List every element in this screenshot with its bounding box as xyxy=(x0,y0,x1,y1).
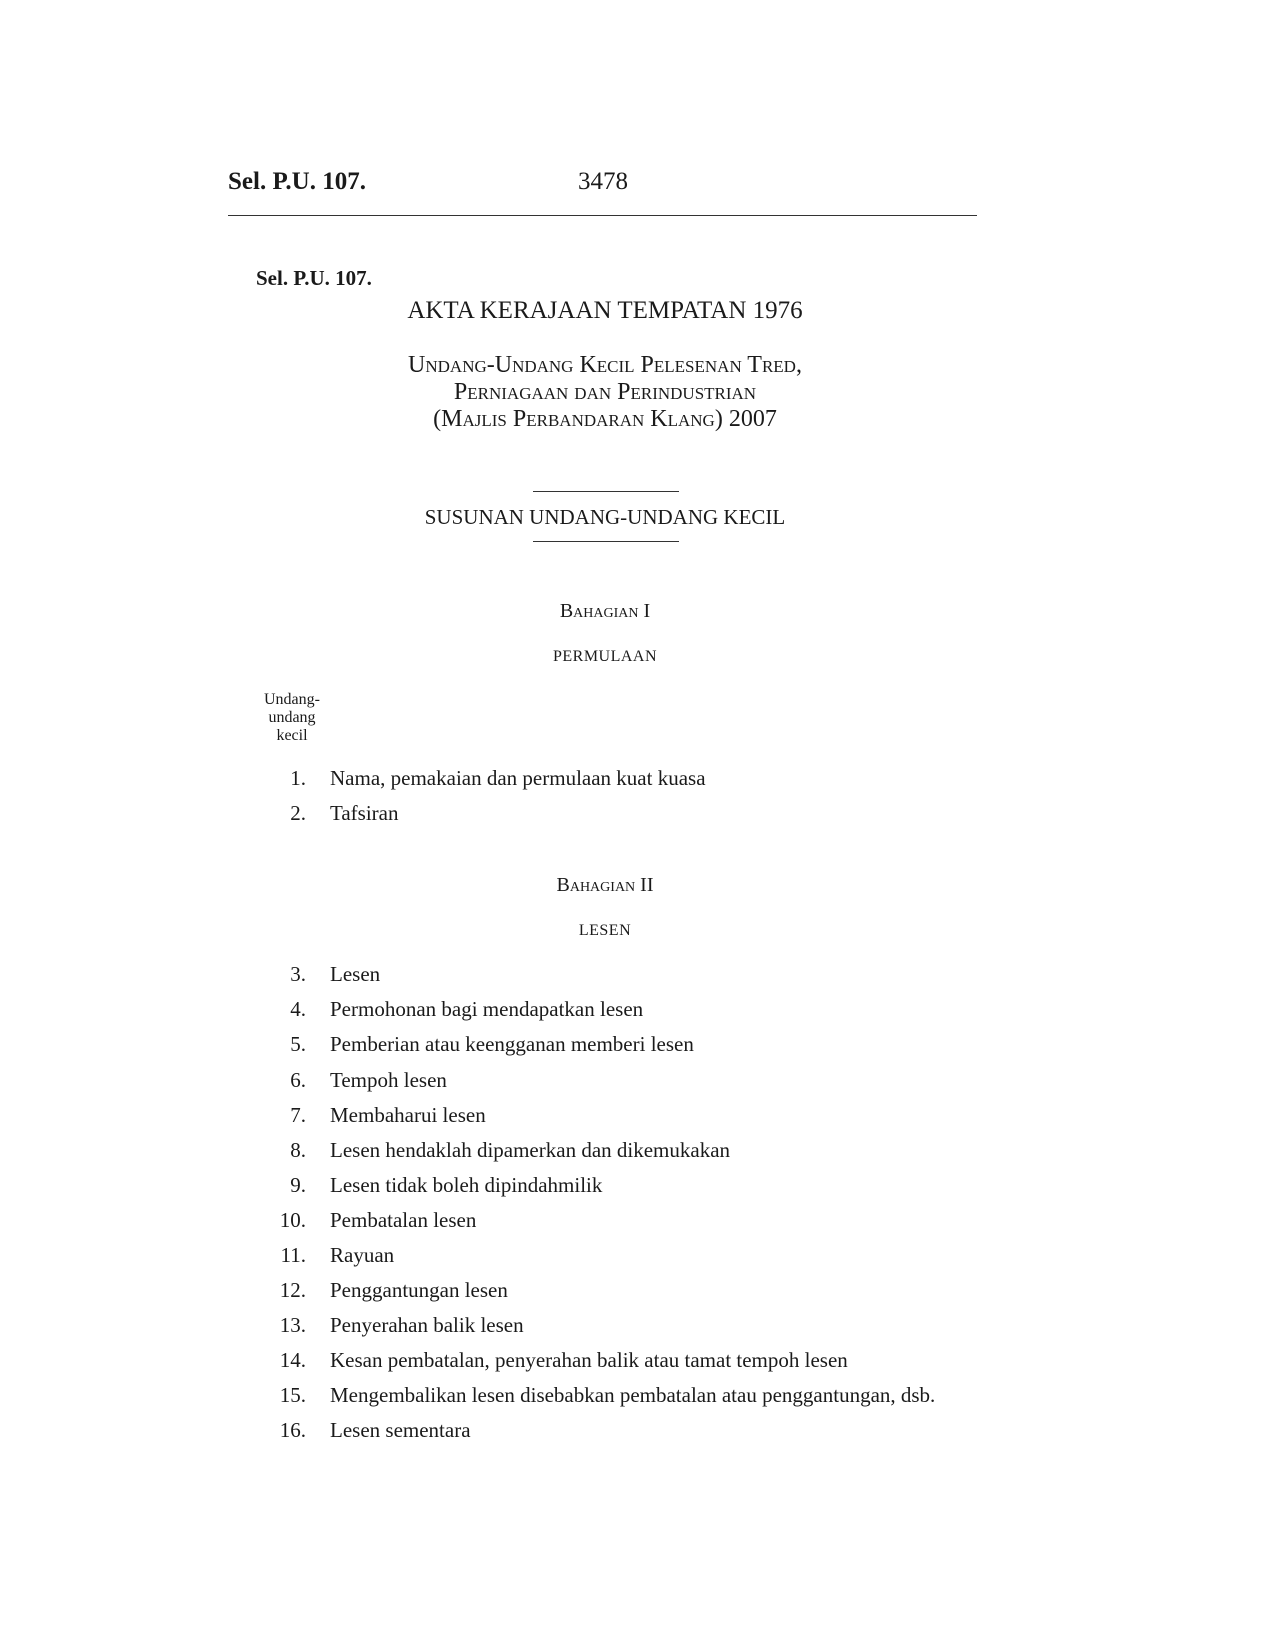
item-number: 5. xyxy=(290,1032,306,1056)
bylaw-title-line: (Majlis Perbandaran Klang) 2007 xyxy=(433,406,777,432)
item-number: 7. xyxy=(290,1103,306,1127)
item-text: Membaharui lesen xyxy=(330,1103,486,1127)
part-2-heading: Bahagian II xyxy=(556,874,654,896)
item-number: 12. xyxy=(279,1278,306,1302)
item-number: 14. xyxy=(279,1348,306,1372)
list-item xyxy=(0,1103,1275,1133)
item-text: Tafsiran xyxy=(330,801,399,825)
item-number: 4. xyxy=(290,997,306,1021)
header-divider xyxy=(228,215,977,216)
list-item xyxy=(0,1032,1275,1062)
list-item xyxy=(0,1138,1275,1168)
list-item xyxy=(0,1068,1275,1098)
item-text: Nama, pemakaian dan permulaan kuat kuasa xyxy=(330,766,706,790)
part-1-heading: Bahagian I xyxy=(559,600,651,622)
item-number: 8. xyxy=(290,1138,306,1162)
list-item xyxy=(0,997,1275,1027)
item-number: 2. xyxy=(290,801,306,825)
item-text: Lesen xyxy=(330,962,381,986)
item-number: 11. xyxy=(280,1243,306,1267)
item-text: Lesen sementara xyxy=(330,1418,471,1442)
bylaw-title-line: Perniagaan dan Perindustrian xyxy=(453,379,757,405)
item-text: Pembatalan lesen xyxy=(330,1208,477,1232)
list-item xyxy=(0,1383,1275,1413)
bylaw-title-line: Undang-Undang Kecil Pelesenan Tred, xyxy=(408,352,802,378)
item-number: 13. xyxy=(279,1313,306,1337)
part-2-name: LESEN xyxy=(578,922,632,939)
item-text: Permohonan bagi mendapatkan lesen xyxy=(330,997,644,1021)
item-number: 3. xyxy=(290,962,306,986)
list-item xyxy=(0,1173,1275,1203)
page-number: 3478 xyxy=(578,168,628,195)
list-item xyxy=(0,1278,1275,1308)
item-text: Mengembalikan lesen disebabkan pembatalan atau penggantungan, dsb. xyxy=(330,1383,936,1407)
side-column-label xyxy=(252,691,332,745)
item-text: Rayuan xyxy=(330,1243,395,1267)
list-item xyxy=(0,766,1275,796)
arrangement-top-rule xyxy=(533,491,679,492)
list-item xyxy=(0,1348,1275,1378)
list-item xyxy=(0,1418,1275,1448)
item-text: Kesan pembatalan, penyerahan balik atau tamat tempoh lesen xyxy=(330,1348,848,1372)
item-text: Penyerahan balik lesen xyxy=(330,1313,524,1337)
document-reference: Sel. P.U. 107. xyxy=(256,266,372,290)
item-number: 1. xyxy=(290,766,306,790)
item-text: Tempoh lesen xyxy=(330,1068,447,1092)
list-item xyxy=(0,962,1275,992)
item-number: 16. xyxy=(279,1418,306,1442)
item-text: Pemberian atau keengganan memberi lesen xyxy=(330,1032,694,1056)
item-number: 10. xyxy=(279,1208,306,1232)
running-header-reference: Sel. P.U. 107. xyxy=(228,168,366,195)
bylaw-title xyxy=(0,352,1210,433)
list-item xyxy=(0,801,1275,831)
act-title: AKTA KERAJAAN TEMPATAN 1976 xyxy=(407,297,803,324)
arrangement-bottom-rule xyxy=(533,541,679,542)
list-item xyxy=(0,1313,1275,1343)
side-label-line: undang xyxy=(268,709,316,726)
arrangement-heading: SUSUNAN UNDANG-UNDANG KECIL xyxy=(424,505,786,529)
item-number: 15. xyxy=(279,1383,306,1407)
item-text: Lesen hendaklah dipamerkan dan dikemukakan xyxy=(330,1138,731,1162)
part-1-name: PERMULAAN xyxy=(552,648,658,665)
item-number: 9. xyxy=(290,1173,306,1197)
list-item xyxy=(0,1243,1275,1273)
item-text: Penggantungan lesen xyxy=(330,1278,508,1302)
side-label-line: Undang- xyxy=(264,691,320,708)
list-item xyxy=(0,1208,1275,1238)
side-label-line: kecil xyxy=(276,727,308,744)
item-number: 6. xyxy=(290,1068,306,1092)
item-text: Lesen tidak boleh dipindahmilik xyxy=(330,1173,603,1197)
